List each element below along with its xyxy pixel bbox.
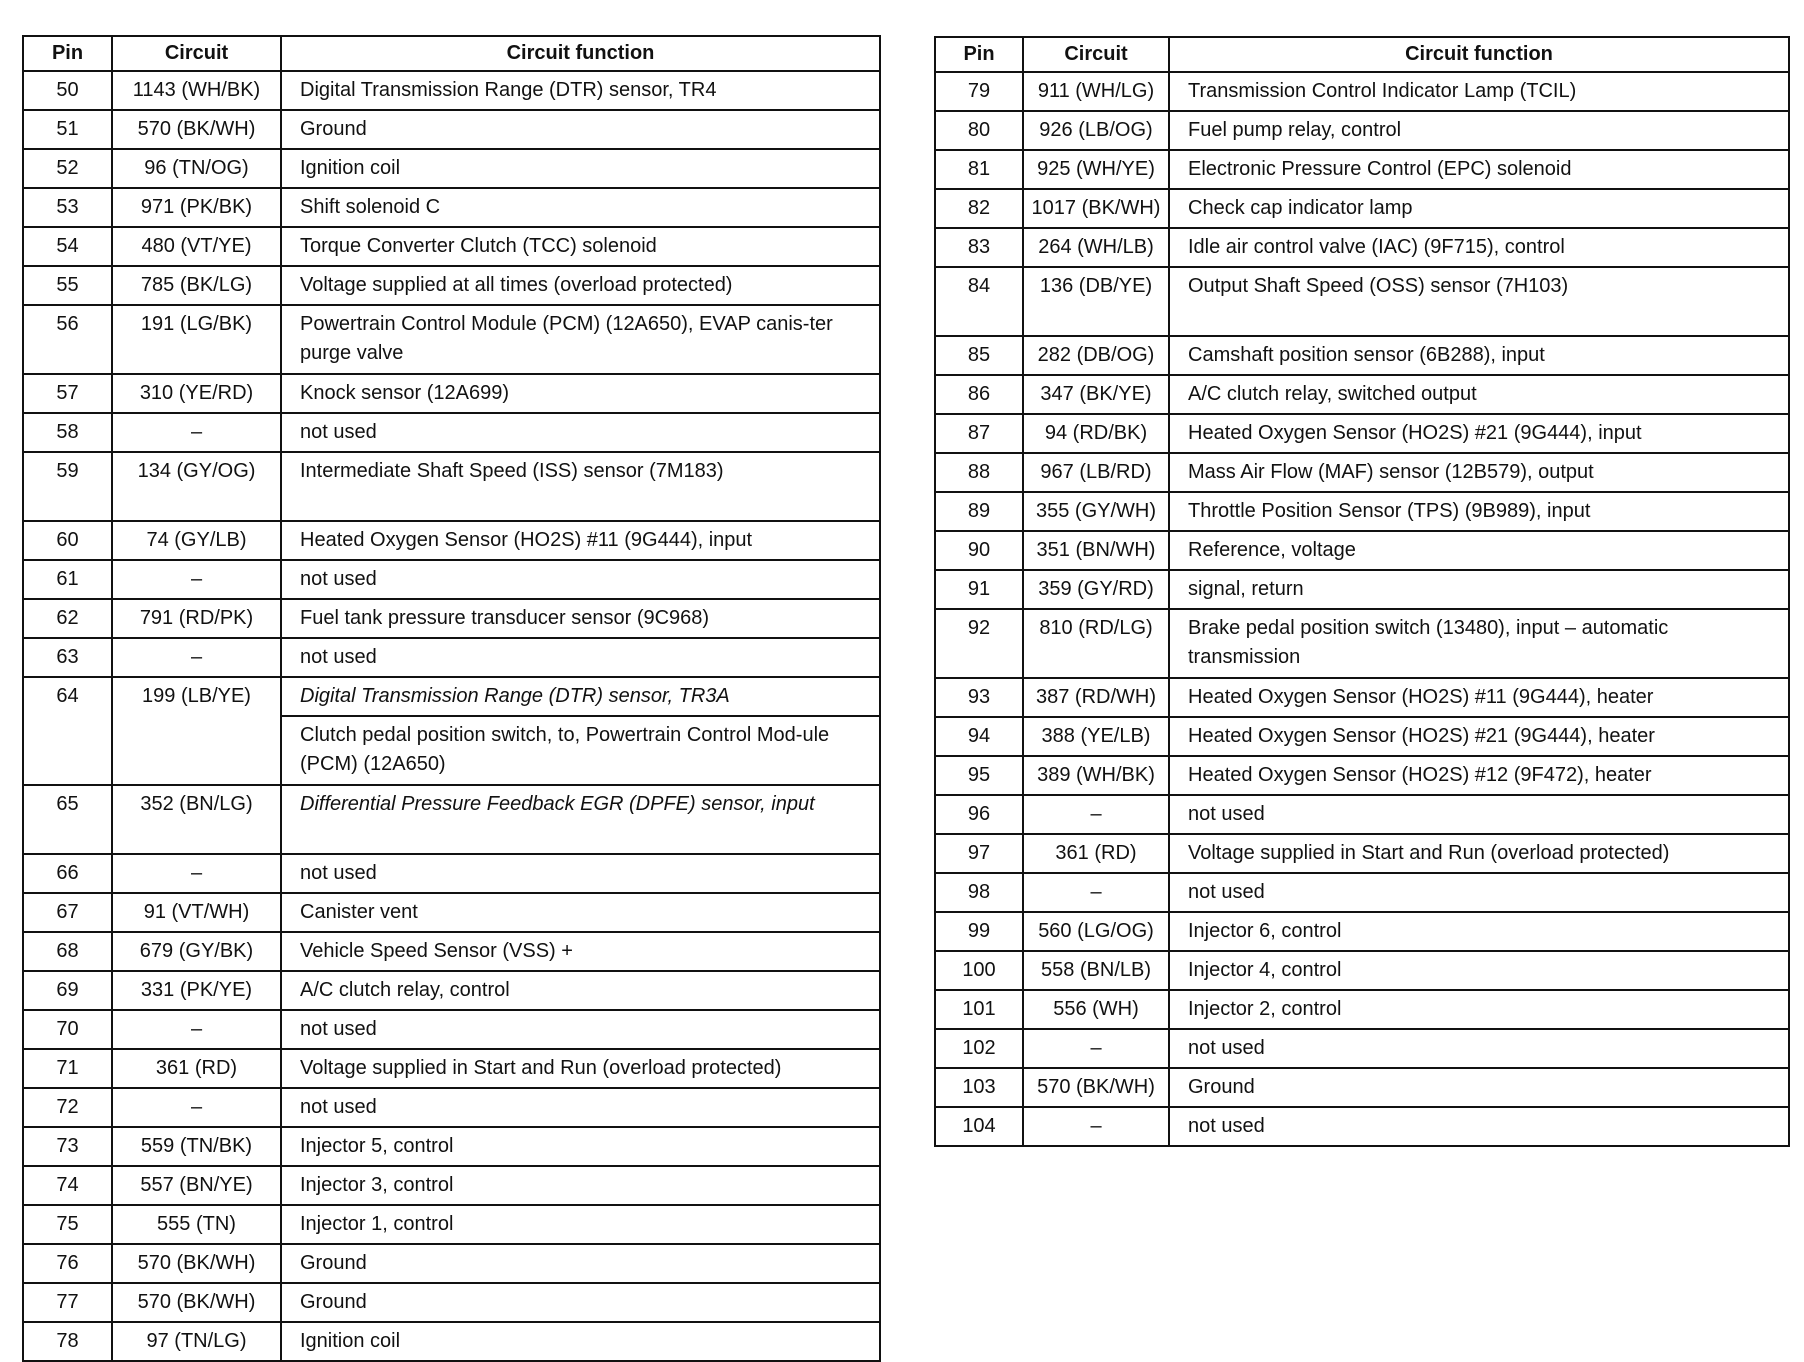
circuit-cell: 560 (LG/OG): [1023, 912, 1169, 951]
function-cell: Digital Transmission Range (DTR) sensor, TR4: [281, 71, 880, 110]
pin-cell: 56: [23, 305, 112, 374]
function-cell: Knock sensor (12A699): [281, 374, 880, 413]
circuit-cell: 810 (RD/LG): [1023, 609, 1169, 678]
table-row: [23, 1166, 880, 1205]
header-function: Circuit function: [1169, 37, 1789, 72]
table-row: [935, 72, 1789, 111]
function-cell: Powertrain Control Module (PCM) (12A650), EVAP canis-ter purge valve: [281, 305, 880, 374]
function-cell: Intermediate Shaft Speed (ISS) sensor (7M183): [281, 452, 880, 521]
function-cell: Heated Oxygen Sensor (HO2S) #21 (9G444), input: [1169, 414, 1789, 453]
pin-cell: 97: [935, 834, 1023, 873]
circuit-cell: –: [1023, 873, 1169, 912]
circuit-cell: 355 (GY/WH): [1023, 492, 1169, 531]
table-row: [23, 971, 880, 1010]
function-cell: Electronic Pressure Control (EPC) solenoid: [1169, 150, 1789, 189]
table-row: [935, 189, 1789, 228]
function-cell: Transmission Control Indicator Lamp (TCIL): [1169, 72, 1789, 111]
circuit-cell: 359 (GY/RD): [1023, 570, 1169, 609]
table-row: [935, 678, 1789, 717]
table-row: [23, 452, 880, 521]
pin-cell: 85: [935, 336, 1023, 375]
circuit-cell: 1143 (WH/BK): [112, 71, 281, 110]
pin-cell: 104: [935, 1107, 1023, 1146]
function-cell: A/C clutch relay, switched output: [1169, 375, 1789, 414]
function-cell: Heated Oxygen Sensor (HO2S) #12 (9F472), heater: [1169, 756, 1789, 795]
table-row: [23, 1244, 880, 1283]
circuit-cell: 556 (WH): [1023, 990, 1169, 1029]
pin-cell: 59: [23, 452, 112, 521]
pin-cell: 60: [23, 521, 112, 560]
function-cell: Differential Pressure Feedback EGR (DPFE) sensor, input: [281, 785, 880, 854]
pin-cell: 98: [935, 873, 1023, 912]
table-row: [935, 834, 1789, 873]
pin-cell: 91: [935, 570, 1023, 609]
circuit-cell: 925 (WH/YE): [1023, 150, 1169, 189]
circuit-cell: –: [112, 413, 281, 452]
function-cell: Brake pedal position switch (13480), input – automatic transmission: [1169, 609, 1789, 678]
table-row: [935, 453, 1789, 492]
table-row: [935, 1107, 1789, 1146]
function-cell: Heated Oxygen Sensor (HO2S) #11 (9G444), heater: [1169, 678, 1789, 717]
pin-cell: 68: [23, 932, 112, 971]
function-cell: Camshaft position sensor (6B288), input: [1169, 336, 1789, 375]
table-row: [23, 266, 880, 305]
function-cell: Injector 2, control: [1169, 990, 1789, 1029]
function-cell: Fuel pump relay, control: [1169, 111, 1789, 150]
table-row: [935, 756, 1789, 795]
table-row: [935, 228, 1789, 267]
function-cell: Digital Transmission Range (DTR) sensor, TR3A: [281, 677, 880, 716]
pin-cell: 96: [935, 795, 1023, 834]
circuit-cell: 96 (TN/OG): [112, 149, 281, 188]
pin-cell: 80: [935, 111, 1023, 150]
table-row: [23, 71, 880, 110]
pin-cell: 69: [23, 971, 112, 1010]
circuit-cell: 785 (BK/LG): [112, 266, 281, 305]
function-cell: not used: [281, 854, 880, 893]
pin-cell: 76: [23, 1244, 112, 1283]
circuit-cell: 134 (GY/OG): [112, 452, 281, 521]
table-row: [935, 912, 1789, 951]
pin-cell: 66: [23, 854, 112, 893]
circuit-cell: 97 (TN/LG): [112, 1322, 281, 1361]
pin-cell: 65: [23, 785, 112, 854]
circuit-cell: 310 (YE/RD): [112, 374, 281, 413]
circuit-cell: –: [1023, 795, 1169, 834]
function-cell: Injector 1, control: [281, 1205, 880, 1244]
circuit-cell: 926 (LB/OG): [1023, 111, 1169, 150]
circuit-cell: 558 (BN/LB): [1023, 951, 1169, 990]
function-cell: Reference, voltage: [1169, 531, 1789, 570]
circuit-cell: 136 (DB/YE): [1023, 267, 1169, 336]
table-row: [23, 1010, 880, 1049]
pin-cell: 83: [935, 228, 1023, 267]
left-table-body: [23, 71, 880, 1361]
circuit-cell: 352 (BN/LG): [112, 785, 281, 854]
pin-cell: 64: [23, 677, 112, 785]
circuit-cell: –: [112, 638, 281, 677]
pin-cell: 55: [23, 266, 112, 305]
right-table-body: [935, 72, 1789, 1146]
function-cell: not used: [1169, 873, 1789, 912]
circuit-cell: 911 (WH/LG): [1023, 72, 1169, 111]
function-cell: Fuel tank pressure transducer sensor (9C968): [281, 599, 880, 638]
table-row: [23, 1127, 880, 1166]
pin-cell: 103: [935, 1068, 1023, 1107]
table-row: [935, 1029, 1789, 1068]
function-cell: Ground: [1169, 1068, 1789, 1107]
pin-cell: 87: [935, 414, 1023, 453]
function-cell: not used: [281, 1088, 880, 1127]
function-cell: Voltage supplied in Start and Run (overload protected): [281, 1049, 880, 1088]
pin-cell: 74: [23, 1166, 112, 1205]
function-cell: Ignition coil: [281, 149, 880, 188]
circuit-cell: –: [112, 854, 281, 893]
pin-cell: 79: [935, 72, 1023, 111]
table-row: [23, 1205, 880, 1244]
circuit-cell: 91 (VT/WH): [112, 893, 281, 932]
circuit-cell: 570 (BK/WH): [1023, 1068, 1169, 1107]
table-row: [935, 570, 1789, 609]
function-cell: A/C clutch relay, control: [281, 971, 880, 1010]
circuit-cell: 361 (RD): [112, 1049, 281, 1088]
table-row: [935, 951, 1789, 990]
table-row: [23, 677, 880, 716]
pin-cell: 78: [23, 1322, 112, 1361]
table-row: [935, 492, 1789, 531]
function-cell: Check cap indicator lamp: [1169, 189, 1789, 228]
function-cell: Injector 4, control: [1169, 951, 1789, 990]
pin-cell: 95: [935, 756, 1023, 795]
header-circuit: Circuit: [112, 36, 281, 71]
function-cell: Injector 6, control: [1169, 912, 1789, 951]
circuit-cell: 559 (TN/BK): [112, 1127, 281, 1166]
table-row: [23, 521, 880, 560]
function-cell: Ground: [281, 1283, 880, 1322]
pin-cell: 101: [935, 990, 1023, 1029]
circuit-cell: 570 (BK/WH): [112, 1244, 281, 1283]
function-cell: not used: [281, 1010, 880, 1049]
table-row: [935, 150, 1789, 189]
circuit-cell: 679 (GY/BK): [112, 932, 281, 971]
pin-cell: 71: [23, 1049, 112, 1088]
pin-cell: 81: [935, 150, 1023, 189]
circuit-cell: 570 (BK/WH): [112, 110, 281, 149]
circuit-cell: 351 (BN/WH): [1023, 531, 1169, 570]
circuit-cell: 388 (YE/LB): [1023, 717, 1169, 756]
circuit-cell: 191 (LG/BK): [112, 305, 281, 374]
table-row: [935, 111, 1789, 150]
pin-cell: 99: [935, 912, 1023, 951]
function-cell: Vehicle Speed Sensor (VSS) +: [281, 932, 880, 971]
circuit-cell: 331 (PK/YE): [112, 971, 281, 1010]
table-row: [23, 188, 880, 227]
circuit-cell: 264 (WH/LB): [1023, 228, 1169, 267]
function-cell: not used: [1169, 1029, 1789, 1068]
circuit-cell: 555 (TN): [112, 1205, 281, 1244]
function-cell: Voltage supplied at all times (overload protected): [281, 266, 880, 305]
function-cell: Heated Oxygen Sensor (HO2S) #11 (9G444), input: [281, 521, 880, 560]
header-row: [23, 36, 880, 71]
circuit-cell: 967 (LB/RD): [1023, 453, 1169, 492]
header-pin: Pin: [935, 37, 1023, 72]
circuit-cell: 971 (PK/BK): [112, 188, 281, 227]
table-row: [23, 110, 880, 149]
pin-cell: 63: [23, 638, 112, 677]
table-row: [23, 599, 880, 638]
circuit-cell: –: [1023, 1029, 1169, 1068]
pin-cell: 51: [23, 110, 112, 149]
function-cell: Ignition coil: [281, 1322, 880, 1361]
table-row: [23, 854, 880, 893]
table-row: [935, 375, 1789, 414]
pin-cell: 89: [935, 492, 1023, 531]
function-cell: not used: [1169, 795, 1789, 834]
table-row: [23, 149, 880, 188]
table-row: [935, 1068, 1789, 1107]
function-cell: not used: [281, 638, 880, 677]
function-cell: Clutch pedal position switch, to, Powertrain Control Mod-ule (PCM) (12A650): [281, 716, 880, 785]
pin-cell: 92: [935, 609, 1023, 678]
pin-cell: 53: [23, 188, 112, 227]
table-row: [935, 795, 1789, 834]
function-cell: Ground: [281, 110, 880, 149]
circuit-cell: 480 (VT/YE): [112, 227, 281, 266]
pin-cell: 70: [23, 1010, 112, 1049]
function-cell: Voltage supplied in Start and Run (overload protected): [1169, 834, 1789, 873]
table-row: [935, 531, 1789, 570]
pin-cell: 57: [23, 374, 112, 413]
pin-cell: 61: [23, 560, 112, 599]
table-row: [23, 305, 880, 374]
pin-cell: 93: [935, 678, 1023, 717]
pin-cell: 90: [935, 531, 1023, 570]
function-cell: not used: [281, 413, 880, 452]
pin-table-right: [934, 36, 1790, 1147]
circuit-cell: 791 (RD/PK): [112, 599, 281, 638]
table-row: [23, 893, 880, 932]
table-row: [935, 336, 1789, 375]
function-cell: Torque Converter Clutch (TCC) solenoid: [281, 227, 880, 266]
table-row: [23, 560, 880, 599]
table-row: [23, 374, 880, 413]
pin-cell: 77: [23, 1283, 112, 1322]
header-row: [935, 37, 1789, 72]
table-row: [23, 932, 880, 971]
function-cell: Throttle Position Sensor (TPS) (9B989), input: [1169, 492, 1789, 531]
pin-cell: 94: [935, 717, 1023, 756]
pin-table-left: [22, 35, 881, 1362]
pin-cell: 72: [23, 1088, 112, 1127]
circuit-cell: –: [112, 1010, 281, 1049]
circuit-cell: 570 (BK/WH): [112, 1283, 281, 1322]
table-row: [935, 990, 1789, 1029]
function-cell: Output Shaft Speed (OSS) sensor (7H103): [1169, 267, 1789, 336]
table-row: [23, 638, 880, 677]
function-cell: Ground: [281, 1244, 880, 1283]
function-cell: Idle air control valve (IAC) (9F715), control: [1169, 228, 1789, 267]
header-circuit: Circuit: [1023, 37, 1169, 72]
table-row: [935, 609, 1789, 678]
pin-cell: 100: [935, 951, 1023, 990]
header-function: Circuit function: [281, 36, 880, 71]
function-cell: Shift solenoid C: [281, 188, 880, 227]
table-row: [23, 1322, 880, 1361]
circuit-cell: 282 (DB/OG): [1023, 336, 1169, 375]
table-row: [23, 785, 880, 854]
pin-cell: 88: [935, 453, 1023, 492]
table-row: [23, 413, 880, 452]
circuit-cell: –: [112, 1088, 281, 1127]
circuit-cell: –: [1023, 1107, 1169, 1146]
circuit-cell: 74 (GY/LB): [112, 521, 281, 560]
pin-cell: 82: [935, 189, 1023, 228]
header-pin: Pin: [23, 36, 112, 71]
function-cell: Injector 3, control: [281, 1166, 880, 1205]
table-row: [935, 267, 1789, 336]
pin-cell: 58: [23, 413, 112, 452]
pin-cell: 54: [23, 227, 112, 266]
table-row: [935, 414, 1789, 453]
pin-cell: 84: [935, 267, 1023, 336]
function-cell: signal, return: [1169, 570, 1789, 609]
function-cell: Canister vent: [281, 893, 880, 932]
table-row: [23, 1049, 880, 1088]
pin-cell: 73: [23, 1127, 112, 1166]
circuit-cell: 361 (RD): [1023, 834, 1169, 873]
function-cell: not used: [1169, 1107, 1789, 1146]
function-cell: Heated Oxygen Sensor (HO2S) #21 (9G444), heater: [1169, 717, 1789, 756]
table-row: [935, 873, 1789, 912]
pin-cell: 50: [23, 71, 112, 110]
pin-cell: 67: [23, 893, 112, 932]
pin-cell: 52: [23, 149, 112, 188]
circuit-cell: 1017 (BK/WH): [1023, 189, 1169, 228]
function-cell: Injector 5, control: [281, 1127, 880, 1166]
circuit-cell: 94 (RD/BK): [1023, 414, 1169, 453]
circuit-cell: 387 (RD/WH): [1023, 678, 1169, 717]
function-cell: Mass Air Flow (MAF) sensor (12B579), output: [1169, 453, 1789, 492]
circuit-cell: –: [112, 560, 281, 599]
table-row: [23, 227, 880, 266]
pin-cell: 75: [23, 1205, 112, 1244]
pin-cell: 86: [935, 375, 1023, 414]
circuit-cell: 347 (BK/YE): [1023, 375, 1169, 414]
function-cell: not used: [281, 560, 880, 599]
circuit-cell: 389 (WH/BK): [1023, 756, 1169, 795]
table-row: [935, 717, 1789, 756]
circuit-cell: 557 (BN/YE): [112, 1166, 281, 1205]
table-row: [23, 1088, 880, 1127]
pin-cell: 62: [23, 599, 112, 638]
table-row: [23, 1283, 880, 1322]
pin-cell: 102: [935, 1029, 1023, 1068]
circuit-cell: 199 (LB/YE): [112, 677, 281, 785]
